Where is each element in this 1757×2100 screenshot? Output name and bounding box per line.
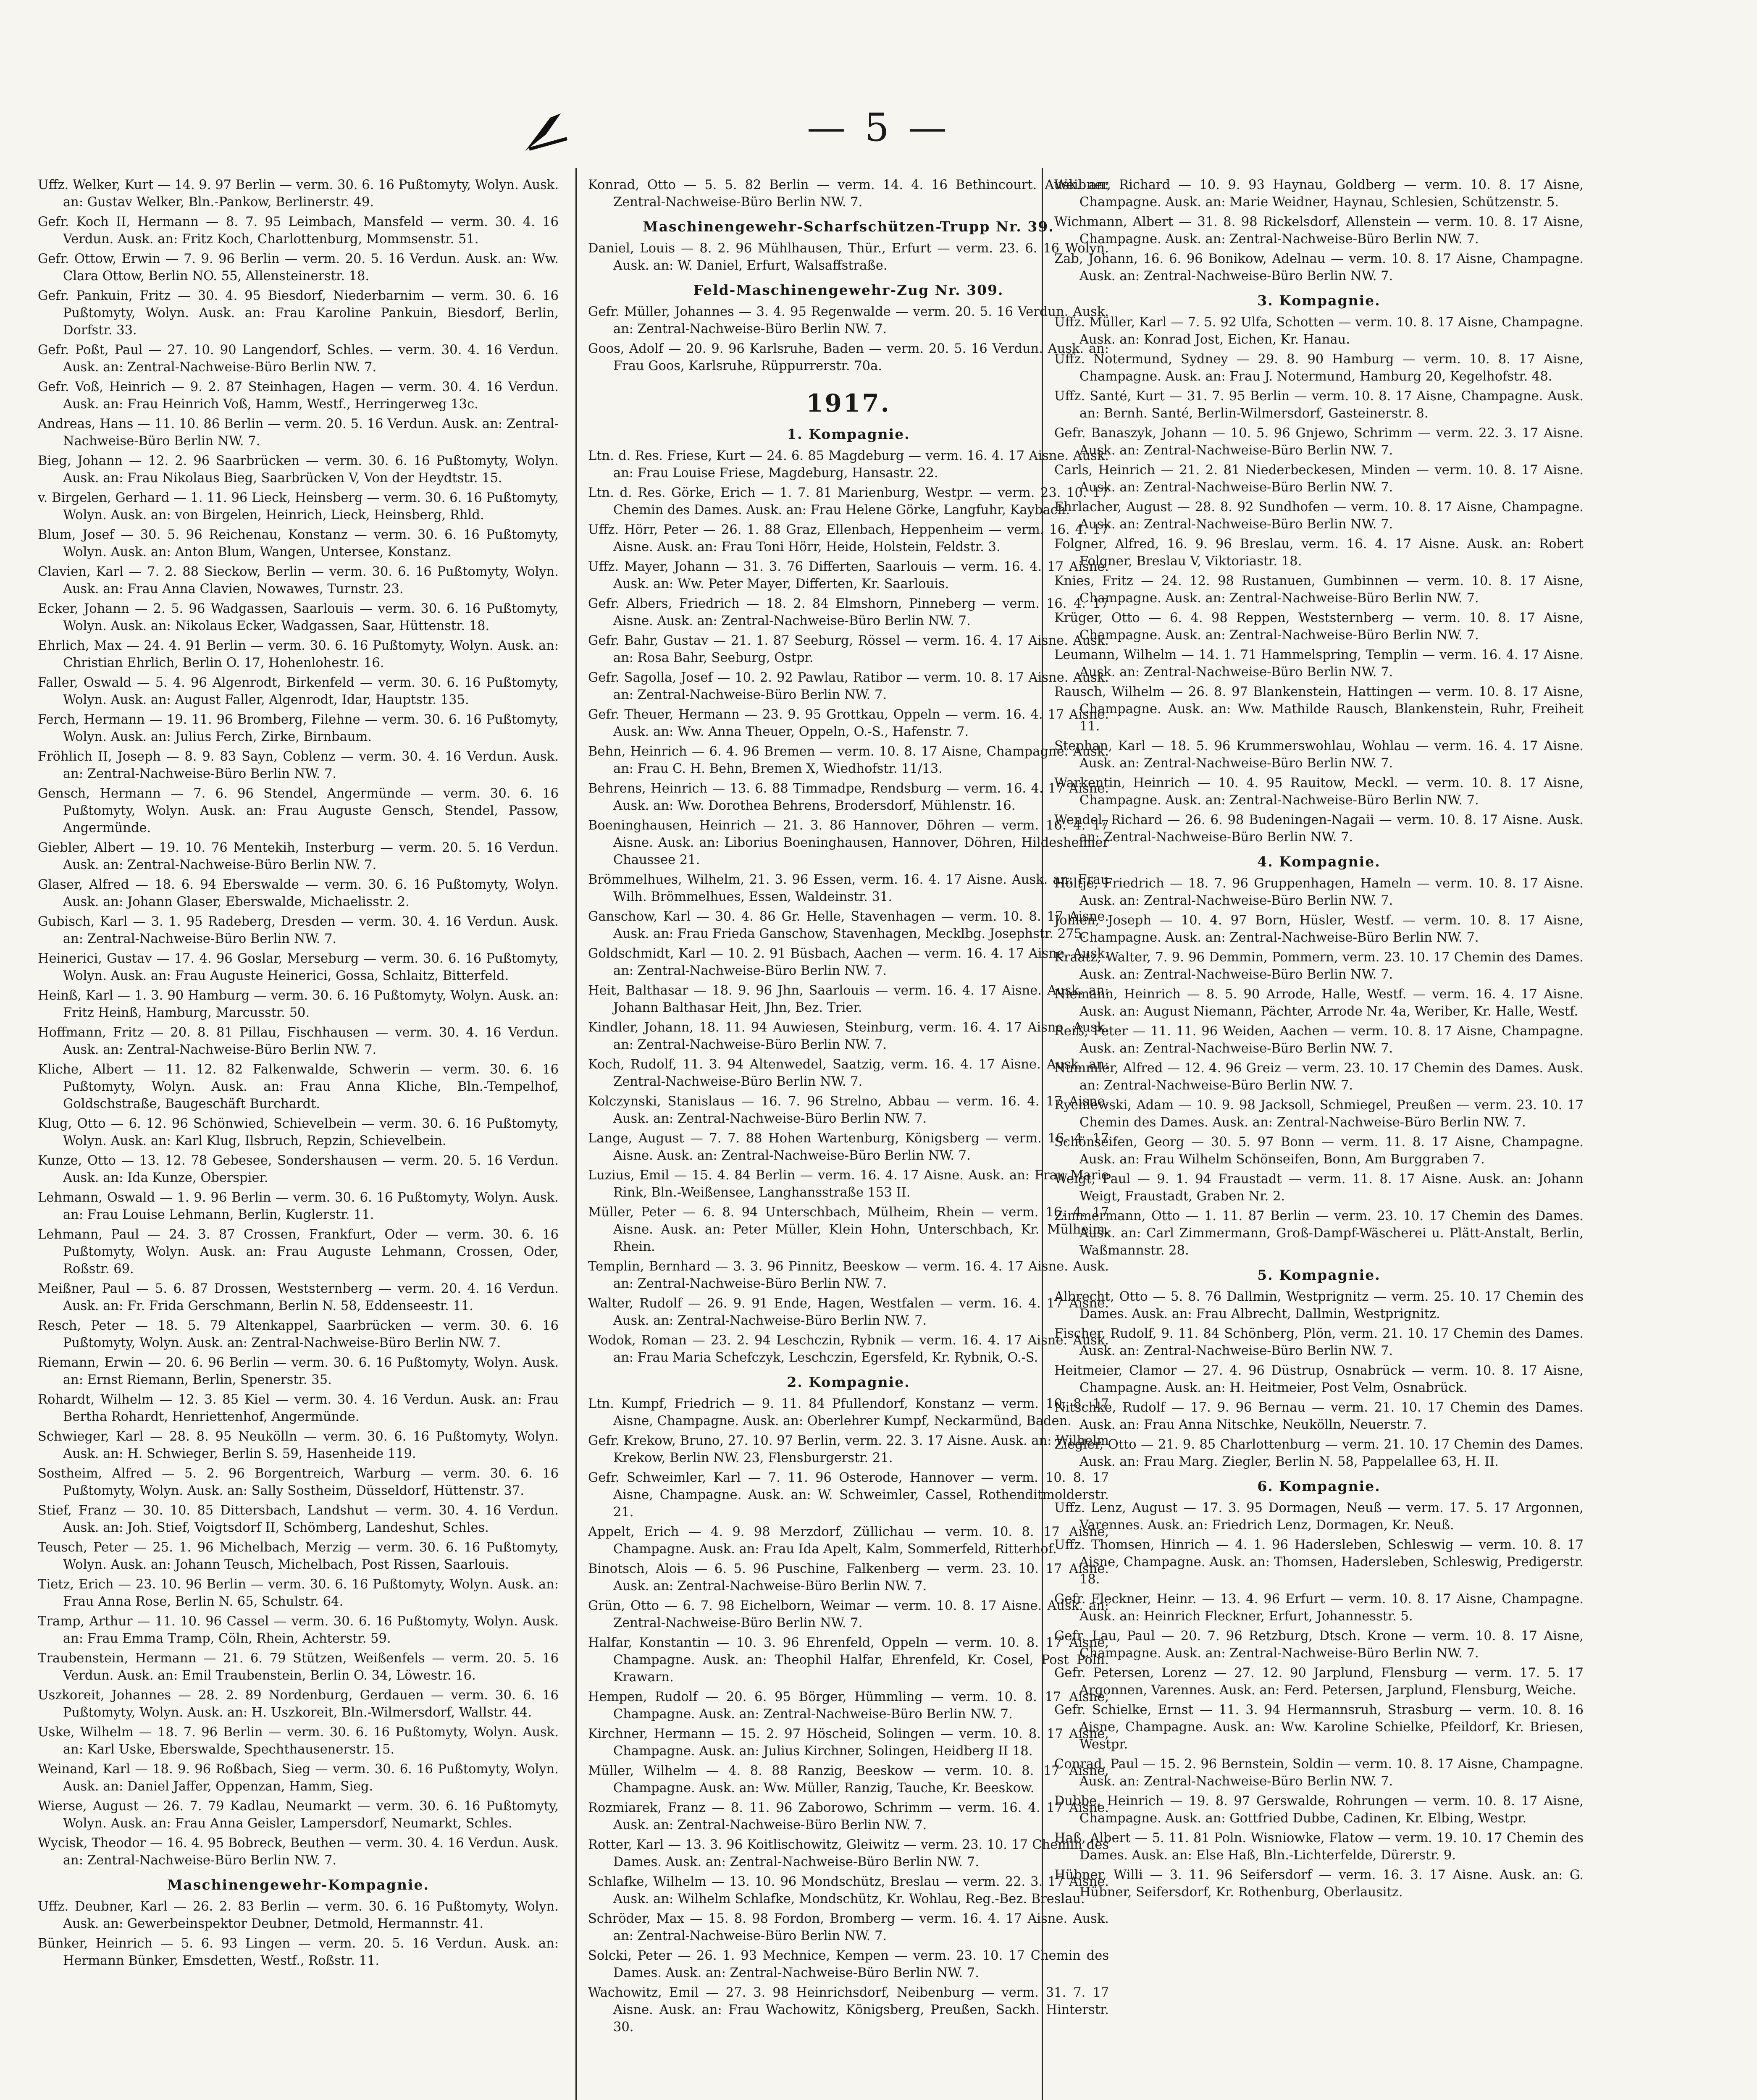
casualty-entry: Nitschke, Rudolf — 17. 9. 96 Bernau — verm. 21. 10. 17 Chemin des Dames. Ausk. an: Frau Anna Nitschke, Neukölln, Neuerstr. 7. <box>1054 1400 1584 1432</box>
entry-list <box>38 1898 559 1969</box>
casualty-entry: Walter, Rudolf — 26. 9. 91 Ende, Hagen, Westfalen — verm. 16. 4. 17 Aisne. Ausk. an: Zentral-Nachweise-Büro Berlin NW. 7. <box>588 1296 1109 1328</box>
casualty-entry: Rychlewski, Adam — 10. 9. 98 Jacksoll, Schmiegel, Preußen — verm. 23. 10. 17 Chemin des Dames. Ausk. an: Zentral-Nachweise-Büro Berlin NW. 7. <box>1054 1098 1584 1130</box>
casualty-entry: Heinerici, Gustav — 17. 4. 96 Goslar, Merseburg — verm. 30. 6. 16 Pußtomyty, Wolyn. Ausk. an: Frau Auguste Heinerici, Gossa, Schlaitz, Bitterfeld. <box>38 951 559 983</box>
casualty-entry: Ltn. d. Res. Friese, Kurt — 24. 6. 85 Magdeburg — verm. 16. 4. 17 Aisne. Ausk. an: Frau Louise Friese, Magdeburg, Hansastr. 22. <box>588 449 1109 480</box>
casualty-entry: Kraatz, Walter, 7. 9. 96 Demmin, Pommern, verm. 23. 10. 17 Chemin des Dames. Ausk. an: Zentral-Nachweise-Büro Berlin NW. 7. <box>1054 950 1584 982</box>
casualty-entry: Gefr. Koch II, Hermann — 8. 7. 95 Leimbach, Mansfeld — verm. 30. 4. 16 Verdun. Ausk. an: Fritz Koch, Charlottenburg, Mommsenstr. 51. <box>38 215 559 247</box>
casualty-entry: Leumann, Wilhelm — 14. 1. 71 Hammelspring, Templin — verm. 16. 4. 17 Aisne. Ausk. an: Zentral-Nachweise-Büro Berlin NW. 7. <box>1054 648 1584 680</box>
casualty-entry: Johlen, Joseph — 10. 4. 97 Born, Hüsler, Westf. — verm. 10. 8. 17 Aisne, Champagne. Ausk. an: Zentral-Nachweise-Büro Berlin NW. 7. <box>1054 913 1584 945</box>
casualty-entry: Luzius, Emil — 15. 4. 84 Berlin — verm. 16. 4. 17 Aisne. Ausk. an: Frau Marie Rink, Bln.-Weißensee, Langhansstraße 153 II. <box>588 1168 1109 1200</box>
section-heading: Maschinengewehr-Scharfschützen-Trupp Nr. 39. <box>643 218 1054 235</box>
casualty-entry: Giebler, Albert — 19. 10. 76 Mentekih, Insterburg — verm. 20. 5. 16 Verdun. Ausk. an: Zentral-Nachweise-Büro Berlin NW. 7. <box>38 840 559 872</box>
casualty-entry: Wachowitz, Emil — 27. 3. 98 Heinrichsdorf, Neibenburg — verm. 31. 7. 17 Aisne. Ausk. an: Frau Wachowitz, Königsberg, Preußen, Sackh. Hinterstr. 30. <box>588 1985 1109 2034</box>
casualty-entry: Müller, Peter — 6. 8. 94 Unterschbach, Mülheim, Rhein — verm. 16. 4. 17 Aisne. Ausk. an: Peter Müller, Klein Hohn, Unterschbach, Kr. Mülheim, Rhein. <box>588 1205 1109 1254</box>
entry-list <box>588 240 1109 274</box>
casualty-entry: Gubisch, Karl — 3. 1. 95 Radeberg, Dresden — verm. 30. 4. 16 Verdun. Ausk. an: Zentral-Nachweise-Büro Berlin NW. 7. <box>38 914 559 946</box>
casualty-entry: Schröder, Max — 15. 8. 98 Fordon, Bromberg — verm. 16. 4. 17 Aisne. Ausk. an: Zentral-Nachweise-Büro Berlin NW. 7. <box>588 1911 1109 1943</box>
casualty-entry: Gefr. Ottow, Erwin — 7. 9. 96 Berlin — verm. 20. 5. 16 Verdun. Ausk. an: Ww. Clara Ottow, Berlin NO. 55, Allensteinerstr. 18. <box>38 252 559 284</box>
casualty-entry: Goos, Adolf — 20. 9. 96 Karlsruhe, Baden — verm. 20. 5. 16 Verdun. Ausk. an: Frau Goos, Karlsruhe, Rüppurrerstr. 70a. <box>588 341 1109 373</box>
casualty-entry: Höltje, Friedrich — 18. 7. 96 Gruppenhagen, Hameln — verm. 10. 8. 17 Aisne. Ausk. an: Zentral-Nachweise-Büro Berlin NW. 7. <box>1054 876 1584 908</box>
casualty-entry: Kindler, Johann, 18. 11. 94 Auwiesen, Steinburg, verm. 16. 4. 17 Aisne. Ausk. an: Zentral-Nachweise-Büro Berlin NW. 7. <box>588 1020 1109 1052</box>
casualty-entry: Riemann, Erwin — 20. 6. 96 Berlin — verm. 30. 6. 16 Pußtomyty, Wolyn. Ausk. an: Ernst Riemann, Berlin, Spenerstr. 35. <box>38 1355 559 1387</box>
column-middle <box>588 176 1109 2100</box>
casualty-entry: Lange, August — 7. 7. 88 Hohen Wartenburg, Königsberg — verm. 16. 4. 17 Aisne. Ausk. an: Zentral-Nachweise-Büro Berlin NW. 7. <box>588 1131 1109 1163</box>
casualty-entry: Müller, Wilhelm — 4. 8. 88 Ranzig, Beeskow — verm. 10. 8. 17 Aisne, Champagne. Ausk. an: Ww. Müller, Ranzig, Tauche, Kr. Beeskow. <box>588 1764 1109 1796</box>
casualty-entry: Kirchner, Hermann — 15. 2. 97 Höscheid, Solingen — verm. 10. 8. 17 Aisne, Champagne. Ausk. an: Julius Kirchner, Solingen, Heidberg II 18. <box>588 1727 1109 1759</box>
casualty-entry: Wodok, Roman — 23. 2. 94 Leschczin, Rybnik — verm. 16. 4. 17 Aisne. Ausk. an: Frau Maria Schefczyk, Leschczin, Egersfeld, Kr. Rybnik, O.-S. <box>588 1333 1109 1365</box>
casualty-entry: Traubenstein, Hermann — 21. 6. 79 Stützen, Weißenfels — verm. 20. 5. 16 Verdun. Ausk. an: Emil Traubenstein, Berlin O. 34, Löwestr. 16. <box>38 1651 559 1683</box>
casualty-entry: Ehrlacher, August — 28. 8. 92 Sundhofen — verm. 10. 8. 17 Aisne, Champagne. Ausk. an: Zentral-Nachweise-Büro Berlin NW. 7. <box>1054 500 1584 532</box>
casualty-entry: Reiß, Peter — 11. 11. 96 Weiden, Aachen — verm. 10. 8. 17 Aisne, Champagne. Ausk. an: Zentral-Nachweise-Büro Berlin NW. 7. <box>1054 1024 1584 1056</box>
casualty-entry: Uffz. Deubner, Karl — 26. 2. 83 Berlin — verm. 30. 6. 16 Pußtomyty, Wolyn. Ausk. an: Gewerbeinspektor Deubner, Detmold, Hermannstr. 41. <box>38 1899 559 1931</box>
casualty-entry: Binotsch, Alois — 6. 5. 96 Puschine, Falkenberg — verm. 23. 10. 17 Aisne. Ausk. an: Zentral-Nachweise-Büro Berlin NW. 7. <box>588 1562 1109 1593</box>
section-heading: 2. Kompagnie. <box>787 1374 910 1390</box>
casualty-entry: Gefr. Albers, Friedrich — 18. 2. 84 Elmshorn, Pinneberg — verm. 16. 4. 17 Aisne. Ausk. an: Zentral-Nachweise-Büro Berlin NW. 7. <box>588 596 1109 628</box>
casualty-entry: Carls, Heinrich — 21. 2. 81 Niederbeckesen, Minden — verm. 10. 8. 17 Aisne. Ausk. an: Zentral-Nachweise-Büro Berlin NW. 7. <box>1054 463 1584 495</box>
casualty-entry: Behrens, Heinrich — 13. 6. 88 Timmadpe, Rendsburg — verm. 16. 4. 17 Aisne. Ausk. an: Ww. Dorothea Behrens, Brodersdorf, Mühlenstr. 16. <box>588 781 1109 813</box>
casualty-entry: Rozmiarek, Franz — 8. 11. 96 Zaborowo, Schrimm — verm. 16. 4. 17 Aisne. Ausk. an: Zentral-Nachweise-Büro Berlin NW. 7. <box>588 1801 1109 1832</box>
casualty-entry: Uffz. Santé, Kurt — 31. 7. 95 Berlin — verm. 10. 8. 17 Aisne, Champagne. Ausk. an: Bernh. Santé, Berlin-Wilmersdorf, Gasteinerstr. 8. <box>1054 389 1584 421</box>
casualty-entry: Appelt, Erich — 4. 9. 98 Merzdorf, Züllichau — verm. 10. 8. 17 Aisne, Champagne. Ausk. an: Frau Ida Apelt, Kalm, Sommerfeld, Ritterhof. <box>588 1525 1109 1557</box>
casualty-entry: Resch, Peter — 18. 5. 79 Altenkappel, Saarbrücken — verm. 30. 6. 16 Pußtomyty, Wolyn. Ausk. an: Zentral-Nachweise-Büro Berlin NW. 7. <box>38 1318 559 1350</box>
casualty-entry: Bünker, Heinrich — 5. 6. 93 Lingen — verm. 20. 5. 16 Verdun. Ausk. an: Hermann Bünker, Emsdetten, Westf., Roßstr. 11. <box>38 1936 559 1968</box>
casualty-entry: Gefr. Lau, Paul — 20. 7. 96 Retzburg, Dtsch. Krone — verm. 10. 8. 17 Aisne, Champagne. Ausk. an: Zentral-Nachweise-Büro Berlin NW. 7. <box>1054 1629 1584 1661</box>
casualty-entry: Haß, Albert — 5. 11. 81 Poln. Wisniowke, Flatow — verm. 19. 10. 17 Chemin des Dames. Ausk. an: Else Haß, Bln.-Lichterfelde, Dürerstr. 9. <box>1054 1831 1584 1863</box>
casualty-entry: Zimmermann, Otto — 1. 11. 87 Berlin — verm. 23. 10. 17 Chemin des Dames. Ausk. an: Carl Zimmermann, Groß-Dampf-Wäscherei u. Plätt-Anstalt, Berlin, Waßmannstr. 28. <box>1054 1209 1584 1258</box>
casualty-entry: Gensch, Hermann — 7. 6. 96 Stendel, Angermünde — verm. 30. 6. 16 Pußtomyty, Wolyn. Ausk. an: Frau Auguste Gensch, Stendel, Passow, Angermünde. <box>38 786 559 835</box>
casualty-entry: Faller, Oswald — 5. 4. 96 Algenrodt, Birkenfeld — verm. 30. 6. 16 Pußtomyty, Wolyn. Ausk. an: August Faller, Algenrodt, Idar, Hauptstr. 135. <box>38 675 559 707</box>
casualty-entry: Gefr. Schweimler, Karl — 7. 11. 96 Osterode, Hannover — verm. 10. 8. 17 Aisne, Champagne. Ausk. an: W. Schweimler, Cassel, Rothenditmolderstr. 21. <box>588 1470 1109 1520</box>
casualty-entry: Hempen, Rudolf — 20. 6. 95 Börger, Hümmling — verm. 10. 8. 17 Aisne, Champagne. Ausk. an: Zentral-Nachweise-Büro Berlin NW. 7. <box>588 1690 1109 1722</box>
casualty-entry: Niemann, Heinrich — 8. 5. 90 Arrode, Halle, Westf. — verm. 16. 4. 17 Aisne. Ausk. an: August Niemann, Pächter, Arrode Nr. 4a, Weriber, Kr. Halle, Westf. <box>1054 987 1584 1019</box>
casualty-entry: Ecker, Johann — 2. 5. 96 Wadgassen, Saarlouis — verm. 30. 6. 16 Pußtomyty, Wolyn. Ausk. an: Nikolaus Ecker, Wadgassen, Saar, Hüttenstr. 18. <box>38 601 559 633</box>
casualty-entry: Schlafke, Wilhelm — 13. 10. 96 Mondschütz, Breslau — verm. 22. 3. 17 Aisne. Ausk. an: Wilhelm Schlafke, Mondschütz, Kr. Wohlau, Reg.-Bez. Breslau. <box>588 1874 1109 1906</box>
casualty-entry: Gefr. Poßt, Paul — 27. 10. 90 Langendorf, Schles. — verm. 30. 4. 16 Verdun. Ausk. an: Zentral-Nachweise-Büro Berlin NW. 7. <box>38 343 559 375</box>
casualty-entry: Folgner, Alfred, 16. 9. 96 Breslau, verm. 16. 4. 17 Aisne. Ausk. an: Robert Folgner, Breslau V, Viktoriastr. 18. <box>1054 537 1584 569</box>
casualty-entry: Ziegler, Otto — 21. 9. 85 Charlottenburg — verm. 21. 10. 17 Chemin des Dames. Ausk. an: Frau Marg. Ziegler, Berlin N. 58, Pappelallee 63, H. II. <box>1054 1437 1584 1469</box>
casualty-entry: Konrad, Otto — 5. 5. 82 Berlin — verm. 14. 4. 16 Bethincourt. Ausk. an: Zentral-Nachweise-Büro Berlin NW. 7. <box>588 178 1109 210</box>
casualty-entry: Gefr. Schielke, Ernst — 11. 3. 94 Hermannsruh, Strasburg — verm. 10. 8. 16 Aisne, Champagne. Ausk. an: Ww. Karoline Schielke, Pfeildorf, Kr. Briesen, Westpr. <box>1054 1703 1584 1752</box>
entry-list <box>1054 875 1584 1259</box>
entry-list <box>38 176 559 1869</box>
column-left <box>38 176 559 2100</box>
casualty-entry: Weigt, Paul — 9. 1. 94 Fraustadt — verm. 11. 8. 17 Aisne. Ausk. an: Johann Weigt, Fraustadt, Graben Nr. 2. <box>1054 1172 1584 1204</box>
column-right <box>1054 176 1584 2100</box>
casualty-entry: Gefr. Pankuin, Fritz — 30. 4. 95 Biesdorf, Niederbarnim — verm. 30. 6. 16 Pußtomyty, Wolyn. Ausk. an: Frau Karoline Pankuin, Biesdorf, Berlin, Dorfstr. 33. <box>38 289 559 338</box>
year-heading: 1917. <box>806 389 891 417</box>
casualty-entry: Kliche, Albert — 11. 12. 82 Falkenwalde, Schwerin — verm. 30. 6. 16 Pußtomyty, Wolyn. Ausk. an: Frau Anna Kliche, Bln.-Tempelhof, Goldschstraße, Baugeschäft Burchardt. <box>38 1062 559 1111</box>
casualty-entry: Warkentin, Heinrich — 10. 4. 95 Rauitow, Meckl. — verm. 10. 8. 17 Aisne, Champagne. Ausk. an: Zentral-Nachweise-Büro Berlin NW. 7. <box>1054 776 1584 808</box>
casualty-entry: Solcki, Peter — 26. 1. 93 Mechnice, Kempen — verm. 23. 10. 17 Chemin des Dames. Ausk. an: Zentral-Nachweise-Büro Berlin NW. 7. <box>588 1948 1109 1980</box>
casualty-entry: Gefr. Krekow, Bruno, 27. 10. 97 Berlin, verm. 22. 3. 17 Aisne. Ausk. an: Wilhelm Krekow, Berlin NW. 23, Flensburgerstr. 21. <box>588 1433 1109 1465</box>
casualty-entry: Gefr. Theuer, Hermann — 23. 9. 95 Grottkau, Oppeln — verm. 16. 4. 17 Aisne. Ausk. an: Ww. Anna Theuer, Oppeln, O.-S., Hafenstr. 7. <box>588 707 1109 739</box>
casualty-entry: Stephan, Karl — 18. 5. 96 Krummerswohlau, Wohlau — verm. 16. 4. 17 Aisne. Ausk. an: Zentral-Nachweise-Büro Berlin NW. 7. <box>1054 739 1584 771</box>
casualty-entry: Weinand, Karl — 18. 9. 96 Roßbach, Sieg — verm. 30. 6. 16 Pußtomyty, Wolyn. Ausk. an: Daniel Jaffer, Oppenzan, Hamm, Sieg. <box>38 1762 559 1794</box>
casualty-entry: Rausch, Wilhelm — 26. 8. 97 Blankenstein, Hattingen — verm. 10. 8. 17 Aisne, Champagne. Ausk. an: Ww. Mathilde Rausch, Blankenstein, Ruhr, Freiheit 11. <box>1054 685 1584 734</box>
casualty-entry: Gefr. Voß, Heinrich — 9. 2. 87 Steinhagen, Hagen — verm. 30. 4. 16 Verdun. Ausk. an: Frau Heinrich Voß, Hamm, Westf., Herringerweg 13c. <box>38 380 559 412</box>
entry-list <box>1054 1499 1584 1901</box>
casualty-entry: Lehmann, Paul — 24. 3. 87 Crossen, Frankfurt, Oder — verm. 30. 6. 16 Pußtomyty, Wolyn. Ausk. an: Frau Auguste Lehmann, Crossen, Oder, Roßstr. 69. <box>38 1227 559 1276</box>
casualty-entry: Sostheim, Alfred — 5. 2. 96 Borgentreich, Warburg — verm. 30. 6. 16 Pußtomyty, Wolyn. Ausk. an: Sally Sostheim, Düsseldorf, Hüttenstr. 37. <box>38 1466 559 1498</box>
casualty-entry: Daniel, Louis — 8. 2. 96 Mühlhausen, Thür., Erfurt — verm. 23. 6. 16 Wolyn. Ausk. an: W. Daniel, Erfurt, Walsaffstraße. <box>588 241 1109 273</box>
casualty-entry: Glaser, Alfred — 18. 6. 94 Eberswalde — verm. 30. 6. 16 Pußtomyty, Wolyn. Ausk. an: Johann Glaser, Eberswalde, Michaelisstr. 2. <box>38 877 559 909</box>
casualty-entry: Ltn. d. Res. Görke, Erich — 1. 7. 81 Marienburg, Westpr. — verm. 23. 10. 17 Chemin des Dames. Ausk. an: Frau Helene Görke, Langfuhr, Kaybach. <box>588 486 1109 517</box>
casualty-entry: v. Birgelen, Gerhard — 1. 11. 96 Lieck, Heinsberg — verm. 30. 6. 16 Pußtomyty, Wolyn. Ausk. an: von Birgelen, Heinrich, Lieck, Heinsberg, Rhld. <box>38 491 559 522</box>
casualty-entry: Weibner, Richard — 10. 9. 93 Haynau, Goldberg — verm. 10. 8. 17 Aisne, Champagne. Ausk. an: Marie Weidner, Haynau, Schlesien, Schützenstr. 5. <box>1054 178 1584 210</box>
entry-list <box>1054 1288 1584 1470</box>
casualty-entry: Boeninghausen, Heinrich — 21. 3. 86 Hannover, Döhren — verm. 16. 4. 17 Aisne. Ausk. an: Liborius Boeninghausen, Hannover, Döhren, Hildesheimer Chaussee 21. <box>588 818 1109 867</box>
casualty-entry: Rotter, Karl — 13. 3. 96 Koitlischowitz, Gleiwitz — verm. 23. 10. 17 Chemin des Dames. Ausk. an: Zentral-Nachweise-Büro Berlin NW. 7. <box>588 1838 1109 1869</box>
casualty-entry: Bieg, Johann — 12. 2. 96 Saarbrücken — verm. 30. 6. 16 Pußtomyty, Wolyn. Ausk. an: Frau Nikolaus Bieg, Saarbrücken V, Von der Heydtstr. 15. <box>38 454 559 486</box>
casualty-entry: Uske, Wilhelm — 18. 7. 96 Berlin — verm. 30. 6. 16 Pußtomyty, Wolyn. Ausk. an: Karl Uske, Eberswalde, Spechthausenerstr. 15. <box>38 1725 559 1757</box>
section-heading: 1. Kompagnie. <box>787 426 910 442</box>
casualty-entry: Kolczynski, Stanislaus — 16. 7. 96 Strelno, Abbau — verm. 16. 4. 17 Aisne. Ausk. an: Zentral-Nachweise-Büro Berlin NW. 7. <box>588 1094 1109 1126</box>
casualty-entry: Uffz. Lenz, August — 17. 3. 95 Dormagen, Neuß — verm. 17. 5. 17 Argonnen, Varennes. Ausk. an: Friedrich Lenz, Dormagen, Kr. Neuß. <box>1054 1501 1584 1533</box>
casualty-entry: Ferch, Hermann — 19. 11. 96 Bromberg, Filehne — verm. 30. 6. 16 Pußtomyty, Wolyn. Ausk. an: Julius Ferch, Zirke, Birnbaum. <box>38 712 559 744</box>
casualty-entry: Koch, Rudolf, 11. 3. 94 Altenwedel, Saatzig, verm. 16. 4. 17 Aisne. Ausk. an: Zentral-Nachweise-Büro Berlin NW. 7. <box>588 1057 1109 1089</box>
entry-list <box>588 303 1109 375</box>
casualty-entry: Blum, Josef — 30. 5. 96 Reichenau, Konstanz — verm. 30. 6. 16 Pußtomyty, Wolyn. Ausk. an: Anton Blum, Wangen, Untersee, Konstanz. <box>38 528 559 559</box>
casualty-entry: Uffz. Hörr, Peter — 26. 1. 88 Graz, Ellenbach, Heppenheim — verm. 16. 4. 17 Aisne. Ausk. an: Frau Toni Hörr, Heide, Holstein, Feldstr. 3. <box>588 522 1109 554</box>
casualty-entry: Heinß, Karl — 1. 3. 90 Hamburg — verm. 30. 6. 16 Pußtomyty, Wolyn. Ausk. an: Fritz Heinß, Hamburg, Marcusstr. 50. <box>38 988 559 1020</box>
casualty-entry: Uffz. Welker, Kurt — 14. 9. 97 Berlin — verm. 30. 6. 16 Pußtomyty, Wolyn. Ausk. an: Gustav Welker, Bln.-Pankow, Berlinerstr. 49. <box>38 178 559 210</box>
casualty-entry: Meißner, Paul — 5. 6. 87 Drossen, Weststernberg — verm. 20. 4. 16 Verdun. Ausk. an: Fr. Frida Gerschmann, Berlin N. 58, Eddenseestr. 11. <box>38 1281 559 1313</box>
casualty-entry: Hübner, Willi — 3. 11. 96 Seifersdorf — verm. 16. 3. 17 Aisne. Ausk. an: G. Hübner, Seifersdorf, Kr. Rothenburg, Oberlausitz. <box>1054 1868 1584 1900</box>
casualty-entry: Schwieger, Karl — 28. 8. 95 Neukölln — verm. 30. 6. 16 Pußtomyty, Wolyn. Ausk. an: H. Schwieger, Berlin S. 59, Hasenheide 119. <box>38 1429 559 1461</box>
casualty-entry: Teusch, Peter — 25. 1. 96 Michelbach, Merzig — verm. 30. 6. 16 Pußtomyty, Wolyn. Ausk. an: Johann Teusch, Michelbach, Post Rissen, Saarlouis. <box>38 1540 559 1572</box>
casualty-entry: Behn, Heinrich — 6. 4. 96 Bremen — verm. 10. 8. 17 Aisne, Champagne. Ausk. an: Frau C. H. Behn, Bremen X, Wiedhofstr. 11/13. <box>588 744 1109 776</box>
casualty-entry: Kunze, Otto — 13. 12. 78 Gebesee, Sondershausen — verm. 20. 5. 16 Verdun. Ausk. an: Ida Kunze, Oberspier. <box>38 1153 559 1185</box>
casualty-entry: Grün, Otto — 6. 7. 98 Eichelborn, Weimar — verm. 10. 8. 17 Aisne. Ausk. an: Zentral-Nachweise-Büro Berlin NW. 7. <box>588 1599 1109 1630</box>
column-divider <box>575 168 577 2100</box>
section-heading: Feld-Maschinengewehr-Zug Nr. 309. <box>693 282 1004 298</box>
casualty-entry: Gefr. Fleckner, Heinr. — 13. 4. 96 Erfurt — verm. 10. 8. 17 Aisne, Champagne. Ausk. an: Heinrich Fleckner, Erfurt, Johannesstr. 5. <box>1054 1592 1584 1624</box>
casualty-entry: Nummler, Alfred — 12. 4. 96 Greiz — verm. 23. 10. 17 Chemin des Dames. Ausk. an: Zentral-Nachweise-Büro Berlin NW. 7. <box>1054 1061 1584 1093</box>
casualty-entry: Wierse, August — 26. 7. 79 Kadlau, Neumarkt — verm. 30. 6. 16 Pußtomyty, Wolyn. Ausk. an: Frau Anna Geisler, Lampersdorf, Neumarkt, Schles. <box>38 1799 559 1831</box>
casualty-entry: Stief, Franz — 30. 10. 85 Dittersbach, Landshut — verm. 30. 4. 16 Verdun. Ausk. an: Joh. Stief, Voigtsdorf II, Schömberg, Landeshut, Schles. <box>38 1503 559 1535</box>
casualty-entry: Fröhlich II, Joseph — 8. 9. 83 Sayn, Coblenz — verm. 30. 4. 16 Verdun. Ausk. an: Zentral-Nachweise-Büro Berlin NW. 7. <box>38 749 559 781</box>
casualty-entry: Heitmeier, Clamor — 27. 4. 96 Düstrup, Osnabrück — verm. 10. 8. 17 Aisne, Champagne. Ausk. an: H. Heitmeier, Post Velm, Osnabrück. <box>1054 1363 1584 1395</box>
casualty-entry: Tietz, Erich — 23. 10. 96 Berlin — verm. 30. 6. 16 Pußtomyty, Wolyn. Ausk. an: Frau Anna Rose, Berlin N. 65, Schulstr. 64. <box>38 1577 559 1609</box>
casualty-entry: Templin, Bernhard — 3. 3. 96 Pinnitz, Beeskow — verm. 16. 4. 17 Aisne. Ausk. an: Zentral-Nachweise-Büro Berlin NW. 7. <box>588 1259 1109 1291</box>
casualty-entry: Uffz. Müller, Karl — 7. 5. 92 Ulfa, Schotten — verm. 10. 8. 17 Aisne, Champagne. Ausk. an: Konrad Jost, Eichen, Kr. Hanau. <box>1054 315 1584 347</box>
pen-mark-icon <box>521 109 571 155</box>
casualty-entry: Zab, Johann, 16. 6. 96 Bonikow, Adelnau — verm. 10. 8. 17 Aisne, Champagne. Ausk. an: Zentral-Nachweise-Büro Berlin NW. 7. <box>1054 252 1584 284</box>
casualty-entry: Ltn. Kumpf, Friedrich — 9. 11. 84 Pfullendorf, Konstanz — verm. 10. 8. 17 Aisne, Champagne. Ausk. an: Oberlehrer Kumpf, Neckarmünd, Baden. <box>588 1396 1109 1428</box>
casualty-entry: Uffz. Notermund, Sydney — 29. 8. 90 Hamburg — verm. 10. 8. 17 Aisne, Champagne. Ausk. an: Frau J. Notermund, Hamburg 20, Kegelhofstr. 48. <box>1054 352 1584 384</box>
casualty-entry: Wichmann, Albert — 31. 8. 98 Rickelsdorf, Allenstein — verm. 10. 8. 17 Aisne, Champagne. Ausk. an: Zentral-Nachweise-Büro Berlin NW. 7. <box>1054 215 1584 247</box>
casualty-entry: Schönseifen, Georg — 30. 5. 97 Bonn — verm. 11. 8. 17 Aisne, Champagne. Ausk. an: Frau Wilhelm Schönseifen, Bonn, Am Burggraben 7. <box>1054 1135 1584 1167</box>
casualty-entry: Heit, Balthasar — 18. 9. 96 Jhn, Saarlouis — verm. 16. 4. 17 Aisne. Ausk. an: Johann Balthasar Heit, Jhn, Bez. Trier. <box>588 983 1109 1015</box>
entry-list <box>1054 176 1584 285</box>
casualty-entry: Wycisk, Theodor — 16. 4. 95 Bobreck, Beuthen — verm. 30. 4. 16 Verdun. Ausk. an: Zentral-Nachweise-Büro Berlin NW. 7. <box>38 1836 559 1868</box>
casualty-entry: Gefr. Müller, Johannes — 3. 4. 95 Regenwalde — verm. 20. 5. 16 Verdun. Ausk. an: Zentral-Nachweise-Büro Berlin NW. 7. <box>588 304 1109 336</box>
casualty-entry: Gefr. Banaszyk, Johann — 10. 5. 96 Gnjewo, Schrimm — verm. 22. 3. 17 Aisne. Ausk. an: Zentral-Nachweise-Büro Berlin NW. 7. <box>1054 426 1584 458</box>
casualty-entry: Uffz. Thomsen, Hinrich — 4. 1. 96 Hadersleben, Schleswig — verm. 10. 8. 17 Aisne, Champagne. Ausk. an: Thomsen, Hadersleben, Schleswig, Predigerstr. 18. <box>1054 1538 1584 1587</box>
entry-list <box>588 447 1109 1366</box>
page-number: — 5 — <box>806 105 951 150</box>
casualty-entry: Halfar, Konstantin — 10. 3. 96 Ehrenfeld, Oppeln — verm. 10. 8. 17 Aisne, Champagne. Ausk. an: Theophil Halfar, Ehrenfeld, Kr. Cosel, Post Poln. Krawarn. <box>588 1635 1109 1685</box>
casualty-entry: Andreas, Hans — 11. 10. 86 Berlin — verm. 20. 5. 16 Verdun. Ausk. an: Zentral-Nachweise-Büro Berlin NW. 7. <box>38 417 559 449</box>
casualty-entry: Lehmann, Oswald — 1. 9. 96 Berlin — verm. 30. 6. 16 Pußtomyty, Wolyn. Ausk. an: Frau Louise Lehmann, Berlin, Kuglerstr. 11. <box>38 1190 559 1222</box>
section-heading: Maschinengewehr-Kompagnie. <box>167 1877 430 1893</box>
section-heading: 4. Kompagnie. <box>1257 853 1381 870</box>
casualty-entry: Ehrlich, Max — 24. 4. 91 Berlin — verm. 30. 6. 16 Pußtomyty, Wolyn. Ausk. an: Christian Ehrlich, Berlin O. 17, Hohenlohestr. 16. <box>38 638 559 670</box>
casualty-entry: Krüger, Otto — 6. 4. 98 Reppen, Weststernberg — verm. 10. 8. 17 Aisne, Champagne. Ausk. an: Zentral-Nachweise-Büro Berlin NW. 7. <box>1054 611 1584 643</box>
casualty-entry: Klug, Otto — 6. 12. 96 Schönwied, Schievelbein — verm. 30. 6. 16 Pußtomyty, Wolyn. Ausk. an: Karl Klug, Ilsbruch, Repzin, Schievelbein. <box>38 1116 559 1148</box>
casualty-entry: Gefr. Bahr, Gustav — 21. 1. 87 Seeburg, Rössel — verm. 16. 4. 17 Aisne. Ausk. an: Rosa Bahr, Seeburg, Ostpr. <box>588 633 1109 665</box>
casualty-entry: Goldschmidt, Karl — 10. 2. 91 Büsbach, Aachen — verm. 16. 4. 17 Aisne. Ausk. an: Zentral-Nachweise-Büro Berlin NW. 7. <box>588 946 1109 978</box>
casualty-entry: Knies, Fritz — 24. 12. 98 Rustanuen, Gumbinnen — verm. 10. 8. 17 Aisne, Champagne. Ausk. an: Zentral-Nachweise-Büro Berlin NW. 7. <box>1054 574 1584 606</box>
casualty-entry: Uffz. Mayer, Johann — 31. 3. 76 Differten, Saarlouis — verm. 16. 4. 17 Aisne. Ausk. an: Ww. Peter Mayer, Differten, Kr. Saarlouis. <box>588 559 1109 591</box>
section-heading: 6. Kompagnie. <box>1257 1478 1381 1494</box>
casualty-entry: Fischer, Rudolf, 9. 11. 84 Schönberg, Plön, verm. 21. 10. 17 Chemin des Dames. Ausk. an: Zentral-Nachweise-Büro Berlin NW. 7. <box>1054 1326 1584 1358</box>
casualty-entry: Gefr. Petersen, Lorenz — 27. 12. 90 Jarplund, Flensburg — verm. 17. 5. 17 Argonnen, Varennes. Ausk. an: Ferd. Petersen, Jarplund, Flensburg, Weiche. <box>1054 1666 1584 1698</box>
casualty-entry: Albrecht, Otto — 5. 8. 76 Dallmin, Westprignitz — verm. 25. 10. 17 Chemin des Dames. Ausk. an: Frau Albrecht, Dallmin, Westprignitz. <box>1054 1289 1584 1321</box>
casualty-entry: Clavien, Karl — 7. 2. 88 Sieckow, Berlin — verm. 30. 6. 16 Pußtomyty, Wolyn. Ausk. an: Frau Anna Clavien, Nowawes, Turnstr. 23. <box>38 564 559 596</box>
entry-list <box>588 1395 1109 2036</box>
casualty-entry: Brömmelhues, Wilhelm, 21. 3. 96 Essen, verm. 16. 4. 17 Aisne. Ausk. an: Frau Wilh. Brömmelhues, Essen, Waldeinstr. 31. <box>588 872 1109 904</box>
section-heading: 5. Kompagnie. <box>1257 1267 1381 1283</box>
section-heading: 3. Kompagnie. <box>1257 292 1381 309</box>
casualty-entry: Tramp, Arthur — 11. 10. 96 Cassel — verm. 30. 6. 16 Pußtomyty, Wolyn. Ausk. an: Frau Emma Tramp, Cöln, Rhein, Achterstr. 59. <box>38 1614 559 1646</box>
casualty-entry: Conrad, Paul — 15. 2. 96 Bernstein, Soldin — verm. 10. 8. 17 Aisne, Champagne. Ausk. an: Zentral-Nachweise-Büro Berlin NW. 7. <box>1054 1757 1584 1789</box>
casualty-entry: Hoffmann, Fritz — 20. 8. 81 Pillau, Fischhausen — verm. 30. 4. 16 Verdun. Ausk. an: Zentral-Nachweise-Büro Berlin NW. 7. <box>38 1025 559 1057</box>
casualty-entry: Gefr. Sagolla, Josef — 10. 2. 92 Pawlau, Ratibor — verm. 10. 8. 17 Aisne. Ausk. an: Zentral-Nachweise-Büro Berlin NW. 7. <box>588 670 1109 702</box>
casualty-entry: Wendel, Richard — 26. 6. 98 Budeningen-Nagaii — verm. 10. 8. 17 Aisne. Ausk. an: Zentral-Nachweise-Büro Berlin NW. 7. <box>1054 813 1584 845</box>
casualty-entry: Dubbe, Heinrich — 19. 8. 97 Gerswalde, Rohrungen — verm. 10. 8. 17 Aisne, Champagne. Ausk. an: Gottfried Dubbe, Cadinen, Kr. Elbing, Westpr. <box>1054 1794 1584 1826</box>
casualty-entry: Rohardt, Wilhelm — 12. 3. 85 Kiel — verm. 30. 4. 16 Verdun. Ausk. an: Frau Bertha Rohardt, Henriettenhof, Angermünde. <box>38 1392 559 1424</box>
casualty-entry: Uszkoreit, Johannes — 28. 2. 89 Nordenburg, Gerdauen — verm. 30. 6. 16 Pußtomyty, Wolyn. Ausk. an: H. Uszkoreit, Bln.-Wilmersdorf, Wallstr. 44. <box>38 1688 559 1720</box>
casualty-entry: Ganschow, Karl — 30. 4. 86 Gr. Helle, Stavenhagen — verm. 10. 8. 17 Aisne. Ausk. an: Frau Frieda Ganschow, Stavenhagen, Mecklbg. Josephstr. 275. <box>588 909 1109 941</box>
entry-list <box>1054 314 1584 846</box>
